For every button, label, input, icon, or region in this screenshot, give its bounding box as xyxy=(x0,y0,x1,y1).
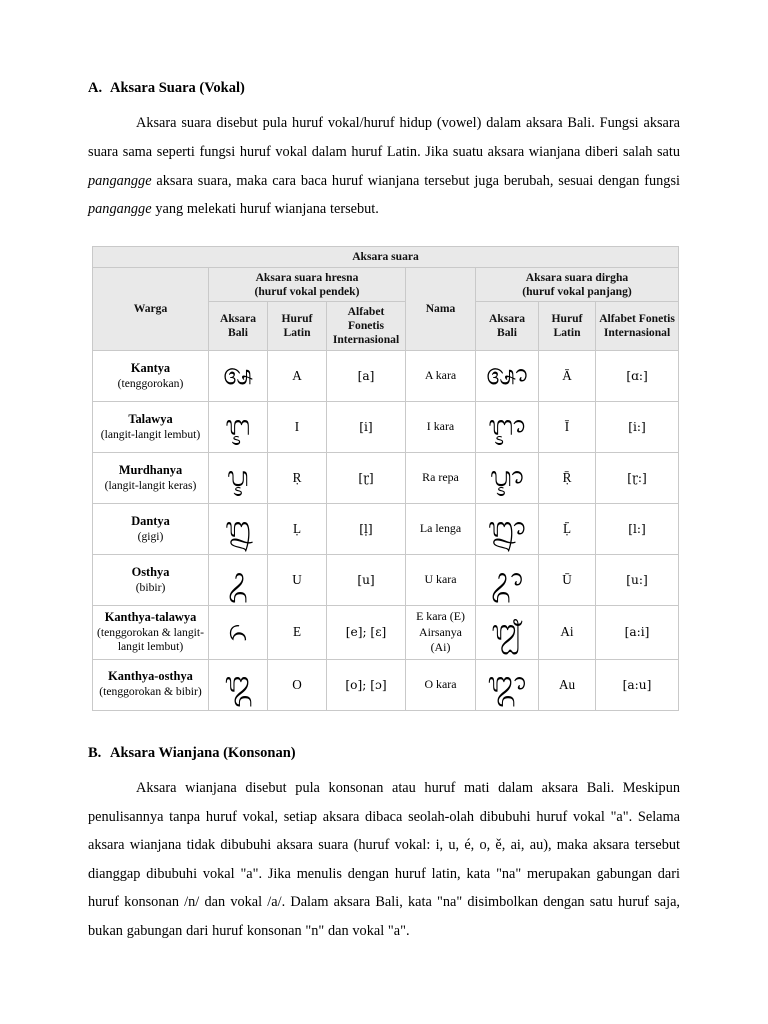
table-row xyxy=(93,504,679,555)
cell-aksara-bali-short: ᬋ xyxy=(209,453,268,504)
cell-nama: La lenga xyxy=(406,504,476,555)
par-a-italic2: pangangge xyxy=(88,201,152,218)
col-header-warga: Warga xyxy=(93,267,209,351)
warga-sub: (bibir) xyxy=(135,580,166,594)
cell-huruf-latin-short: A xyxy=(268,351,327,402)
section-b-marker: B. xyxy=(88,744,102,761)
cell-warga xyxy=(93,606,209,659)
section-a-heading xyxy=(88,80,680,97)
cell-huruf-latin-long: Ū xyxy=(539,555,596,606)
warga-sub: (langit-langit lembut) xyxy=(100,427,201,441)
col-header-aksara-bali-short: Aksara Bali xyxy=(209,302,268,351)
section-b-paragraph: Aksara wianjana disebut pula konsonan atau huruf mati dalam aksara Bali. Meskipun penulisannya tanpa huruf vokal, setiap aksara dibaca seolah-olah dibubuhi huruf vokal "a". Selama aksara wianjana tidak dibubuhi aksara suara (huruf vokal: i, u, é, o, ě, ai, au), maka aksara tersebut dianggap dibubuhi vokal "a". Jika menulis dengan huruf latin, kata "na" merupakan gabungan dari huruf konsonan /n/ dan vokal /a/. Dalam aksara Bali, kata "na" disimbolkan dengan satu huruf saja, bukan gabungan dari huruf konsonan "n" dan vokal "a". xyxy=(88,780,680,939)
table-row xyxy=(93,453,679,504)
warga-sub: (tenggorokan & bibir) xyxy=(99,685,202,699)
warga-sub: (tenggorokan) xyxy=(117,376,184,390)
aksara-suara-table-wrap xyxy=(92,246,678,711)
col-header-alfabet-long: Alfabet Fonetis Internasional xyxy=(596,302,679,351)
table-head-row-groups xyxy=(93,267,679,302)
cell-aksara-bali-long: ᬐ xyxy=(476,606,539,659)
cell-huruf-latin-long: Ī xyxy=(539,402,596,453)
cell-alfabet-long: [i:] xyxy=(596,402,679,453)
warga-name: Kanthya-talawya xyxy=(104,609,197,624)
table-body xyxy=(93,351,679,710)
cell-warga xyxy=(93,659,209,710)
cell-aksara-bali-short: ᬉ xyxy=(209,555,268,606)
table-head-row-title xyxy=(93,246,679,267)
col-header-huruf-latin-short: Huruf Latin xyxy=(268,302,327,351)
cell-huruf-latin-short: E xyxy=(268,606,327,659)
cell-aksara-bali-long: ᬎ xyxy=(476,504,539,555)
col-header-aksara-bali-long: Aksara Bali xyxy=(476,302,539,351)
col-header-alfabet-short: Alfabet Fonetis Internasional xyxy=(327,302,406,351)
cell-alfabet-long: [u:] xyxy=(596,555,679,606)
cell-nama: O kara xyxy=(406,659,476,710)
cell-alfabet-short: [l̩] xyxy=(327,504,406,555)
cell-aksara-bali-long: ᬊ xyxy=(476,555,539,606)
par-a-italic1: pangangge xyxy=(88,172,152,189)
warga-name: Kanthya-osthya xyxy=(108,669,193,684)
cell-alfabet-short: [e]; [ɛ] xyxy=(327,606,406,659)
table-row xyxy=(93,351,679,402)
warga-name: Murdhanya xyxy=(118,462,183,477)
warga-sub: (gigi) xyxy=(137,529,164,543)
table-title: Aksara suara xyxy=(93,246,679,267)
table-row xyxy=(93,402,679,453)
page-content xyxy=(88,80,680,950)
group-dirgha-sub: (huruf vokal panjang) xyxy=(522,284,632,298)
cell-warga xyxy=(93,402,209,453)
cell-aksara-bali-long: ᬌ xyxy=(476,453,539,504)
aksara-suara-table xyxy=(92,246,679,711)
table-row xyxy=(93,659,679,710)
section-a-marker: A. xyxy=(88,80,103,96)
warga-sub: (tenggorokan & langit-langit lembut) xyxy=(97,625,204,654)
cell-aksara-bali-short: ᬅ xyxy=(209,351,268,402)
cell-alfabet-short: [a] xyxy=(327,351,406,402)
cell-huruf-latin-short: I xyxy=(268,402,327,453)
cell-warga xyxy=(93,504,209,555)
par-a-text2: aksara suara, maka cara baca huruf wianjana tersebut juga berubah, sesuai dengan fungsi xyxy=(151,172,680,189)
cell-alfabet-long: [ɽ:] xyxy=(596,453,679,504)
cell-alfabet-short: [ɽ] xyxy=(327,453,406,504)
par-a-text3: yang melekati huruf wianjana tersebut. xyxy=(151,201,379,218)
cell-huruf-latin-long: Ā xyxy=(539,351,596,402)
cell-nama: A kara xyxy=(406,351,476,402)
cell-aksara-bali-short: ᬑ xyxy=(209,659,268,710)
section-a-title: Aksara Suara (Vokal) xyxy=(110,80,245,96)
cell-aksara-bali-long: ᬒ xyxy=(476,659,539,710)
cell-huruf-latin-long: Ai xyxy=(539,606,596,659)
cell-alfabet-long: [a:u] xyxy=(596,659,679,710)
cell-huruf-latin-short: Ṛ xyxy=(268,453,327,504)
cell-huruf-latin-long: Ṝ xyxy=(539,453,596,504)
cell-nama: E kara (E) Airsanya (Ai) xyxy=(406,606,476,659)
col-header-nama: Nama xyxy=(406,267,476,351)
cell-huruf-latin-long: Ḹ xyxy=(539,504,596,555)
cell-aksara-bali-long: ᬈ xyxy=(476,402,539,453)
warga-name: Talawya xyxy=(128,411,173,426)
group-dirgha-title: Aksara suara dirgha xyxy=(525,270,629,284)
cell-aksara-bali-short: ᬇ xyxy=(209,402,268,453)
group-header-dirgha xyxy=(476,267,679,302)
cell-alfabet-short: [o]; [ɔ] xyxy=(327,659,406,710)
cell-alfabet-short: [i] xyxy=(327,402,406,453)
warga-sub: (langit-langit keras) xyxy=(104,478,197,492)
cell-warga xyxy=(93,453,209,504)
group-hresna-sub: (huruf vokal pendek) xyxy=(254,284,360,298)
cell-alfabet-long: [ɑ:] xyxy=(596,351,679,402)
table-row xyxy=(93,555,679,606)
group-header-hresna xyxy=(209,267,406,302)
col-header-huruf-latin-long: Huruf Latin xyxy=(539,302,596,351)
cell-huruf-latin-long: Au xyxy=(539,659,596,710)
cell-nama: I kara xyxy=(406,402,476,453)
cell-alfabet-long: [l:] xyxy=(596,504,679,555)
cell-warga xyxy=(93,351,209,402)
section-a-paragraph xyxy=(88,109,680,223)
par-a-text1: Aksara suara disebut pula huruf vokal/huruf hidup (vowel) dalam aksara Bali. Fungsi aksara suara sama seperti fungsi huruf vokal dalam huruf Latin. Jika suatu aksara wianjana diberi salah satu xyxy=(88,115,680,160)
section-b-title: Aksara Wianjana (Konsonan) xyxy=(110,744,296,761)
cell-alfabet-long: [a:i] xyxy=(596,606,679,659)
cell-alfabet-short: [u] xyxy=(327,555,406,606)
cell-huruf-latin-short: U xyxy=(268,555,327,606)
cell-aksara-bali-long: ᬆ xyxy=(476,351,539,402)
warga-name: Osthya xyxy=(131,564,170,579)
cell-aksara-bali-short: ᬍ xyxy=(209,504,268,555)
cell-warga xyxy=(93,555,209,606)
warga-name: Kantya xyxy=(130,360,171,375)
cell-nama: Ra repa xyxy=(406,453,476,504)
cell-huruf-latin-short: O xyxy=(268,659,327,710)
cell-nama: U kara xyxy=(406,555,476,606)
section-b-heading xyxy=(88,745,680,762)
cell-huruf-latin-short: Ḷ xyxy=(268,504,327,555)
warga-name: Dantya xyxy=(131,513,170,528)
table-head xyxy=(93,246,679,350)
table-row xyxy=(93,606,679,659)
group-hresna-title: Aksara suara hresna xyxy=(255,270,359,284)
cell-aksara-bali-short: ᬏ xyxy=(209,606,268,659)
